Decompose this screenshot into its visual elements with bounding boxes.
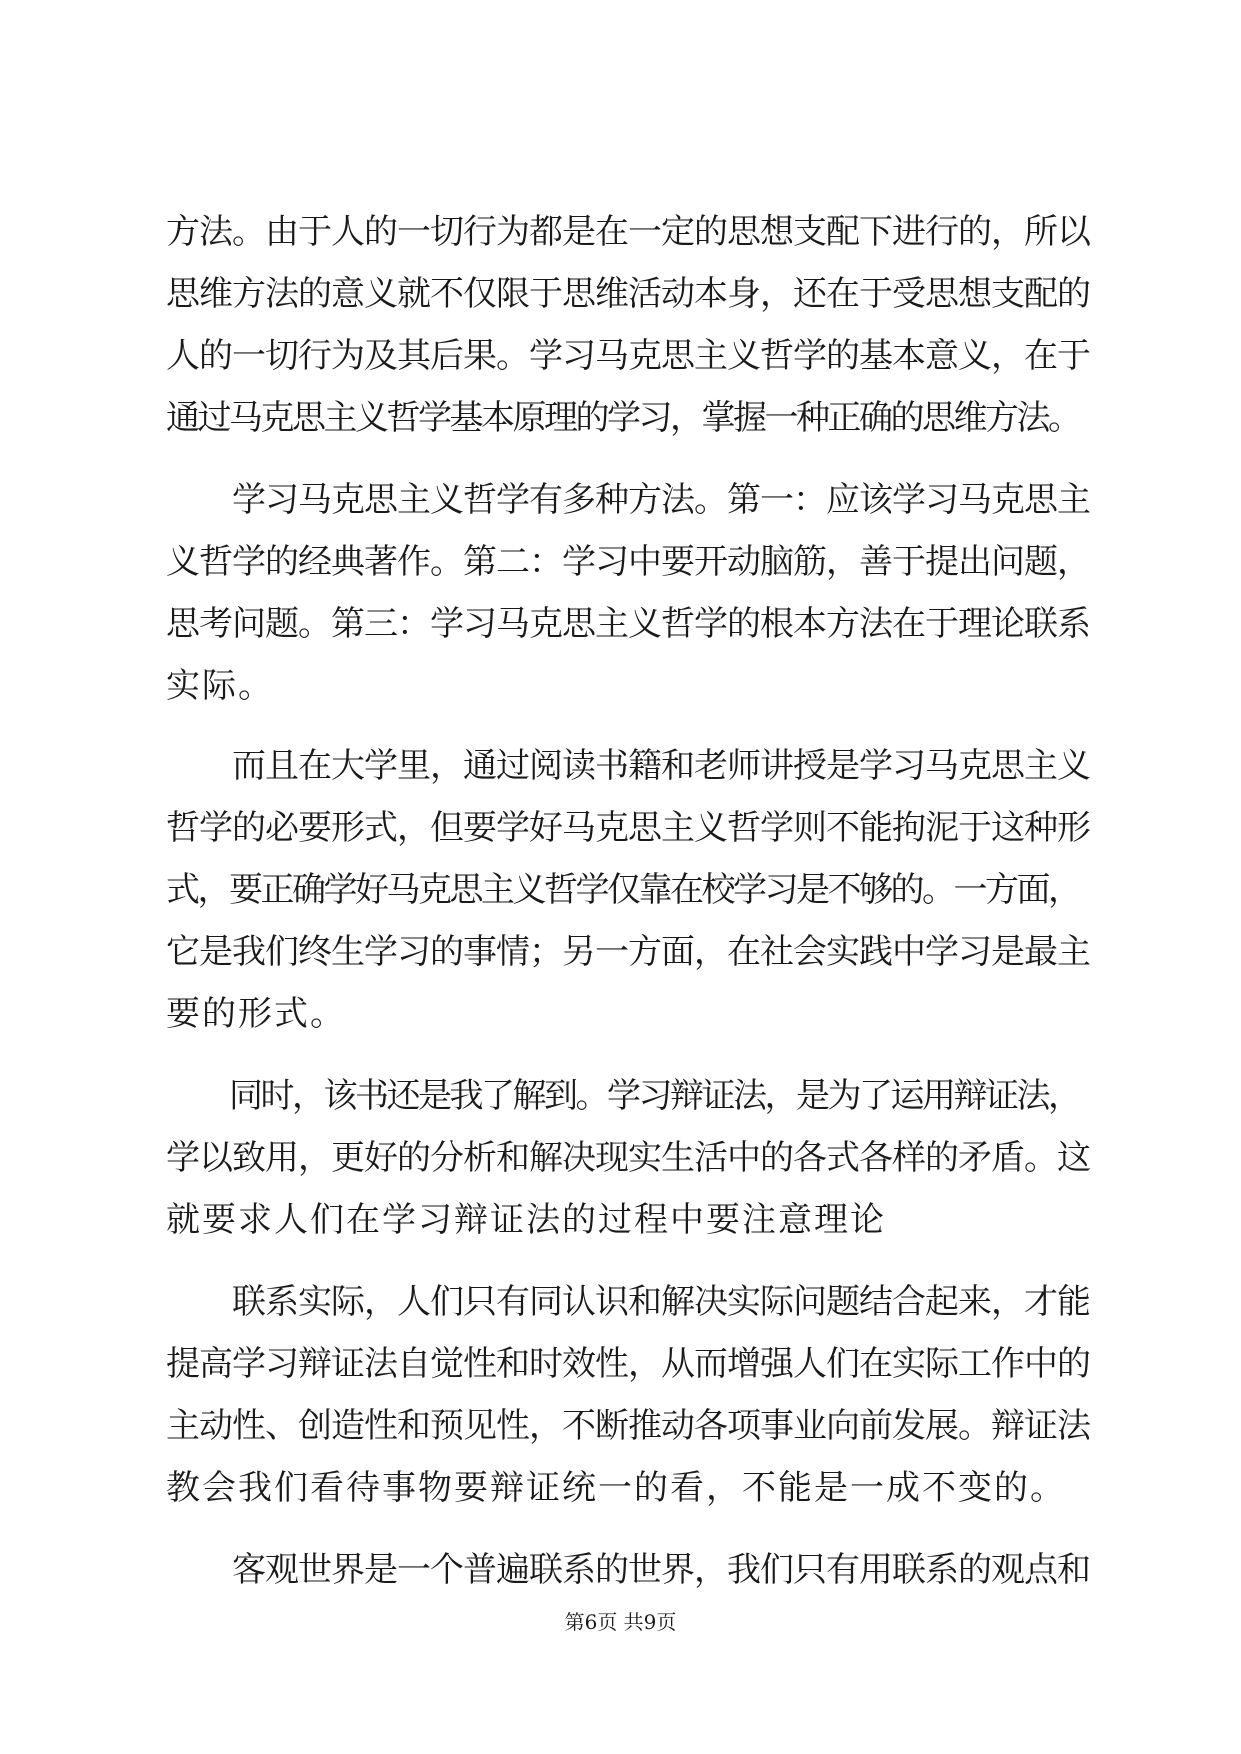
text-line: 主动性、创造性和预见性，不断推动各项事业向前发展。辩证法 [166, 1406, 1090, 1446]
text-line: 提高学习辩证法自觉性和时效性，从而增强人们在实际工作中的 [166, 1344, 1090, 1384]
text-line: 客观世界是一个普遍联系的世界，我们只有用联系的观点和 [166, 1550, 1090, 1590]
text-line: 要的形式。 [166, 994, 346, 1034]
text-line: 就要求人们在学习辩证法的过程中要注意理论 [166, 1200, 886, 1240]
text-line: 哲学的必要形式，但要学好马克思主义哲学则不能拘泥于这种形 [166, 808, 1090, 848]
page-number-footer: 第6页 共9页 [564, 1610, 677, 1634]
text-line: 学习马克思主义哲学有多种方法。第一：应该学习马克思主 [166, 480, 1090, 520]
text-line: 联系实际，人们只有同认识和解决实际问题结合起来，才能 [166, 1282, 1090, 1322]
text-line: 通过马克思主义哲学基本原理的学习，掌握一种正确的思维方法。 [166, 398, 1080, 438]
text-line: 思维方法的意义就不仅限于思维活动本身，还在于受思想支配的 [166, 274, 1090, 314]
text-line: 它是我们终生学习的事情；另一方面，在社会实践中学习是最主 [166, 932, 1090, 972]
text-line: 人的一切行为及其后果。学习马克思主义哲学的基本意义，在于 [166, 336, 1090, 376]
text-line: 学以致用，更好的分析和解决现实生活中的各式各样的矛盾。这 [166, 1138, 1090, 1178]
text-line: 思考问题。第三：学习马克思主义哲学的根本方法在于理论联系 [166, 604, 1090, 644]
text-line: 实际。 [166, 666, 274, 706]
text-line: 而且在大学里，通过阅读书籍和老师讲授是学习马克思主义 [166, 746, 1090, 786]
text-line: 同时，该书还是我了解到。学习辩证法，是为了运用辩证法， [166, 1076, 1080, 1116]
text-line: 义哲学的经典著作。第二：学习中要开动脑筋，善于提出问题， [166, 542, 1090, 582]
text-line: 方法。由于人的一切行为都是在一定的思想支配下进行的，所以 [166, 212, 1090, 252]
text-line: 教会我们看待事物要辩证统一的看，不能是一成不变的。 [166, 1468, 1066, 1508]
text-line: 式，要正确学好马克思主义哲学仅靠在校学习是不够的。一方面， [166, 870, 1080, 910]
